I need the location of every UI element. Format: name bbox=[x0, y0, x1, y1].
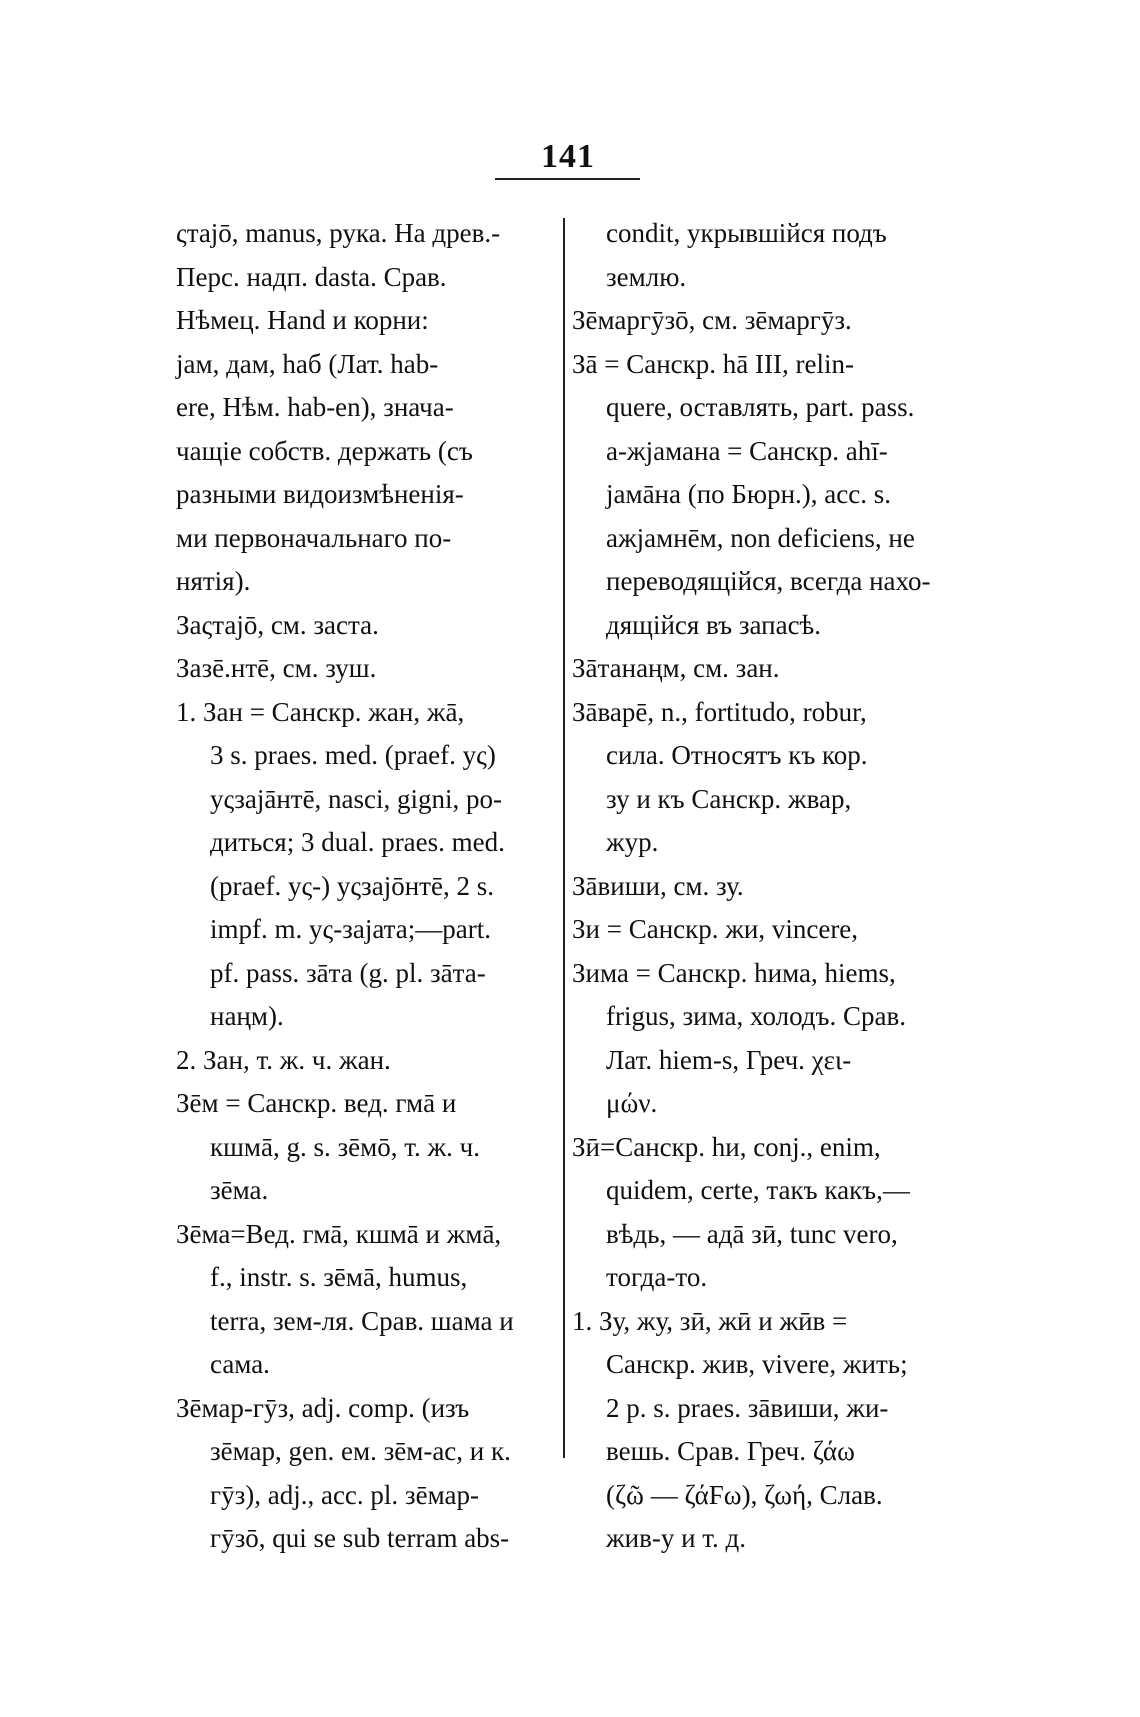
text-line: Лат. hiem-s, Греч. χει- bbox=[606, 1044, 852, 1075]
text-line: зēма. bbox=[210, 1175, 269, 1205]
text-line: чащіе собств. держать (съ bbox=[176, 435, 473, 466]
text-line: frigus, зима, холодъ. Срав. bbox=[606, 1001, 906, 1031]
right-column bbox=[572, 212, 950, 1561]
text-line: а-жјамана = Санскр. ahī- bbox=[606, 435, 888, 466]
text-line: вешь. Срав. Греч. ζάω bbox=[606, 1436, 855, 1466]
entry-headword-line: Зāвиши, см. зу. bbox=[572, 870, 744, 901]
text-line: сама. bbox=[210, 1349, 270, 1379]
entry-headword-line: 1. Зу, жу, зӣ, жӣ и жӣв = bbox=[572, 1305, 848, 1336]
entry-headword-line: Зēм = Санскр. вед. гмā и bbox=[176, 1088, 457, 1118]
text-line: жур. bbox=[606, 827, 659, 857]
text-line: дящійся въ запасѣ. bbox=[606, 609, 821, 640]
text-line: 3 s. praes. med. (praef. уς) bbox=[210, 740, 496, 770]
entry-headword-line: Зāварē, n., fortitudo, robur, bbox=[572, 696, 867, 727]
text-line: (ζῶ — ζάϜω), ζωή, Слав. bbox=[606, 1479, 883, 1510]
text-line: зу и къ Санскр. жвар, bbox=[606, 783, 852, 814]
entry-headword-line: Зāтанаңм, см. зан. bbox=[572, 653, 780, 683]
text-line: ми первоначальнаго по- bbox=[176, 522, 452, 553]
entry-headword-line: Зā = Санскр. hā III, relin- bbox=[572, 348, 854, 379]
left-column bbox=[176, 212, 556, 1561]
text-line: quere, оставлять, part. pass. bbox=[606, 392, 915, 422]
text-line: terra, зем-ля. Срав. шама и bbox=[210, 1305, 514, 1336]
text-line: 2 p. s. praes. зāвиши, жи- bbox=[606, 1392, 889, 1423]
text-line: јамāна (по Бюрн.), acc. s. bbox=[606, 479, 892, 509]
text-line: наңм). bbox=[210, 1001, 284, 1031]
column-divider bbox=[563, 218, 565, 1458]
text-line: Перс. надп. dasta. Срав. bbox=[176, 261, 447, 292]
text-line: Нѣмец. Hand и корни: bbox=[176, 305, 429, 335]
entry-headword-line: Заςтајō, см. заста. bbox=[176, 609, 379, 640]
text-line: f., instr. s. зēмā, humus, bbox=[210, 1262, 468, 1292]
text-line: (praef. уς-) уςзајōнтē, 2 s. bbox=[210, 870, 494, 901]
text-line: тогда-то. bbox=[606, 1262, 708, 1292]
text-line: землю. bbox=[606, 261, 687, 292]
entry-headword-line: 2. Зан, т. ж. ч. жан. bbox=[176, 1044, 391, 1075]
entry-headword-line: Зēмаргӯзō, см. зēмаргӯз. bbox=[572, 305, 852, 335]
text-line: impf. m. уς-зајата;—part. bbox=[210, 914, 491, 944]
text-line: ςтајō, manus, рука. На древ.- bbox=[176, 218, 501, 248]
entry-headword-line: Зи = Санскр. жи, vincere, bbox=[572, 914, 859, 944]
text-line: вѣдь, — адā зӣ, tunc vero, bbox=[606, 1218, 898, 1249]
entry-headword-line: Зēмар-гӯз, adj. comp. (изъ bbox=[176, 1392, 470, 1423]
entry-headword-line: Зēма=Вед. гмā, кшмā и жмā, bbox=[176, 1218, 502, 1249]
entry-headword-line: 1. Зан = Санскр. жан, жā, bbox=[176, 696, 465, 727]
page-number: 141 bbox=[541, 138, 595, 175]
text-line: сила. Относятъ къ кор. bbox=[606, 740, 868, 770]
header-rule bbox=[495, 178, 640, 180]
entry-headword-line: Зӣ=Санскр. hи, conj., enim, bbox=[572, 1131, 881, 1162]
text-line: quidem, certe, такъ какъ,— bbox=[606, 1175, 910, 1205]
entry-headword-line: Зазē.нтē, см. зуш. bbox=[176, 653, 377, 683]
text-line: ажјамнēм, non deficiens, не bbox=[606, 522, 915, 553]
text-line: жив-у и т. д. bbox=[606, 1523, 747, 1553]
text-line: ere, Нѣм. hab-en), значa- bbox=[176, 392, 454, 422]
entry-headword-line: Зима = Санскр. hима, hiems, bbox=[572, 957, 896, 988]
text-line: уςзајāнтē, nasci, gigni, ро- bbox=[210, 783, 503, 814]
text-line: condit, укрывшійся подъ bbox=[606, 218, 887, 248]
text-line: диться; 3 dual. praes. med. bbox=[210, 827, 505, 857]
text-line: разными видоизмѣненія- bbox=[176, 479, 464, 509]
text-line: гӯзō, qui se sub terram abs- bbox=[210, 1523, 510, 1553]
text-line: Санскр. жив, vivere, жить; bbox=[606, 1349, 908, 1379]
text-line: μών. bbox=[606, 1088, 658, 1118]
text-line: зēмар, gen. ем. зēм-ас, и к. bbox=[210, 1436, 511, 1466]
text-line: pf. pass. зāта (g. pl. зāта- bbox=[210, 957, 486, 988]
text-line: переводящійся, всегда нахо- bbox=[606, 566, 931, 596]
text-line: кшмā, g. s. зēмō, т. ж. ч. bbox=[210, 1131, 480, 1162]
text-line: гӯз), adj., acc. pl. зēмар- bbox=[210, 1479, 479, 1510]
text-line: нятія). bbox=[176, 566, 251, 596]
text-line: јам, дам, hаб (Лат. hab- bbox=[176, 348, 439, 379]
